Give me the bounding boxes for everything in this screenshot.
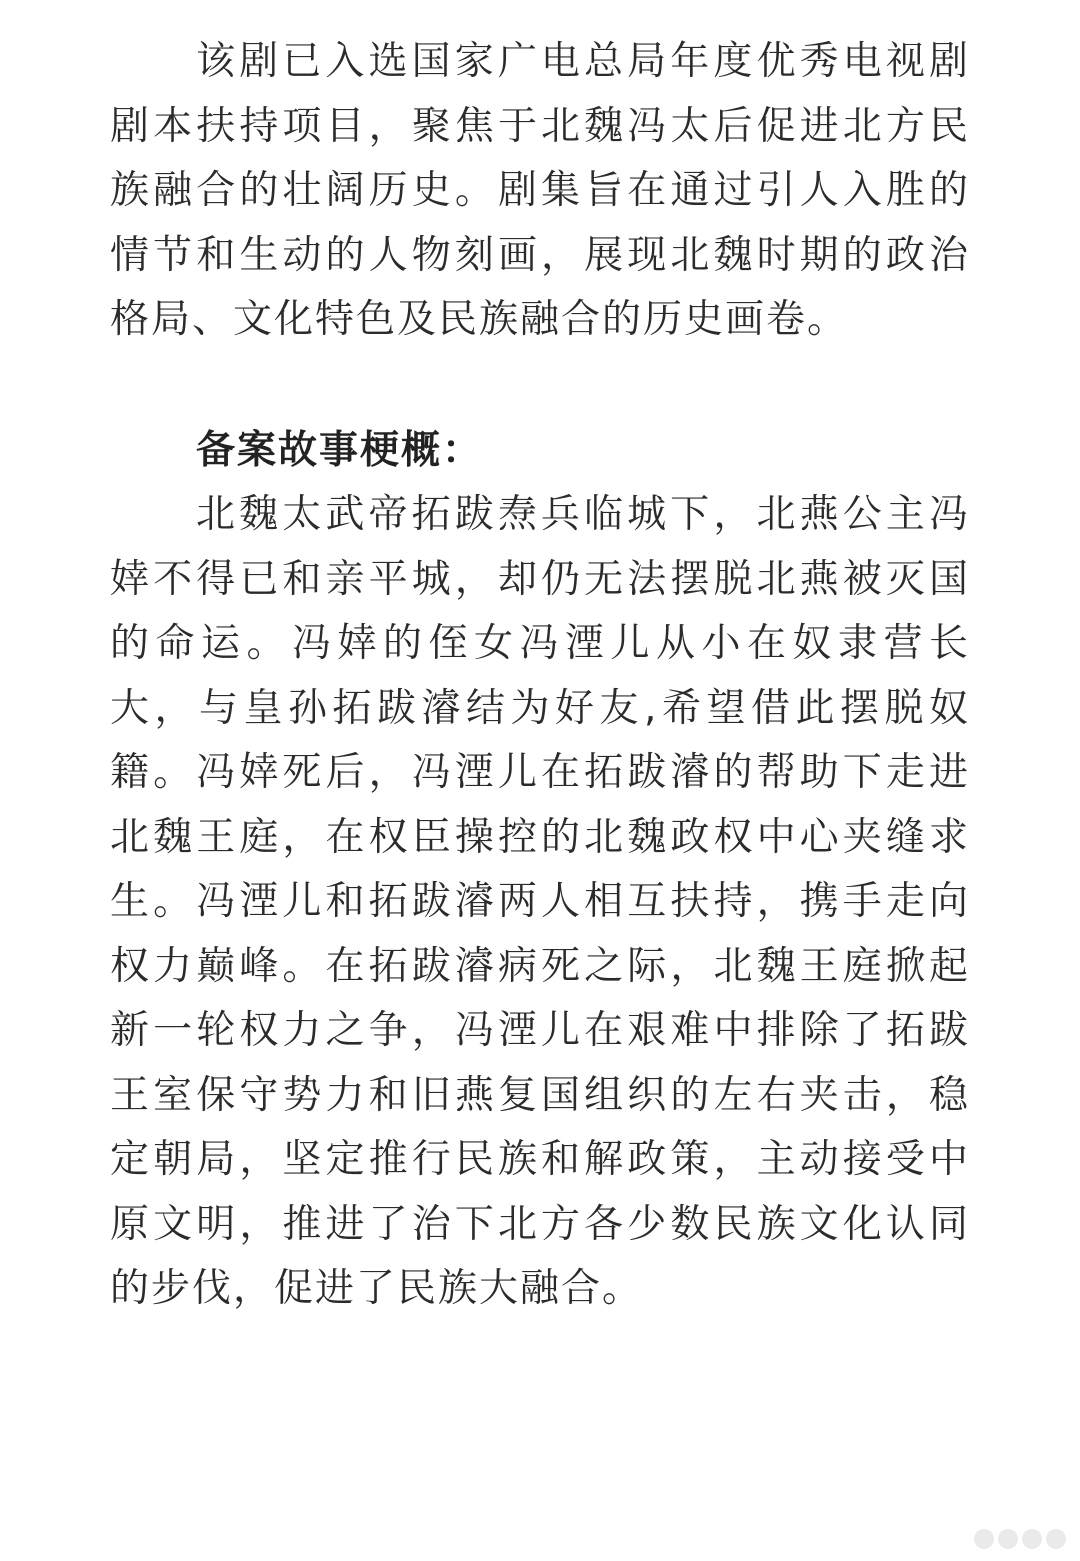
watermark-dot-icon — [998, 1529, 1018, 1549]
paragraph-spacer — [110, 353, 970, 419]
watermark-dot-icon — [974, 1529, 994, 1549]
watermark-dot-icon — [1046, 1529, 1066, 1549]
synopsis-heading: 备案故事梗概： — [196, 427, 484, 473]
watermark-dot-icon — [1022, 1529, 1042, 1549]
intro-paragraph: 该剧已入选国家广电总局年度优秀电视剧剧本扶持项目，聚焦于北魏冯太后促进北方民族融合的壮阔历史。剧集旨在通过引人入胜的情节和生动的人物刻画，展现北魏时期的政治格局、文化特色及民族融合的历史画卷。 — [110, 39, 970, 342]
watermark-icon — [974, 1529, 1066, 1549]
synopsis-paragraph: 北魏太武帝拓跋焘兵临城下，北燕公主冯婞不得已和亲平城，却仍无法摆脱北燕被灭国的命运。冯婞的侄女冯湮儿从小在奴隶营长大，与皇孙拓跋濬结为好友,希望借此摆脱奴籍。冯婞死后，冯湮儿在拓跋濬的帮助下走进北魏王庭，在权臣操控的北魏政权中心夹缝求生。冯湮儿和拓跋濬两人相互扶持，携手走向权力巅峰。在拓跋濬病死之际，北魏王庭掀起新一轮权力之争，冯湮儿在艰难中排除了拓跋王室保守势力和旧燕复国组织的左右夹击，稳定朝局，坚定推行民族和解政策，主动接受中原文明，推进了治下北方各少数民族文化认同的步伐，促进了民族大融合。 — [110, 492, 970, 1311]
article-body — [110, 30, 970, 1322]
